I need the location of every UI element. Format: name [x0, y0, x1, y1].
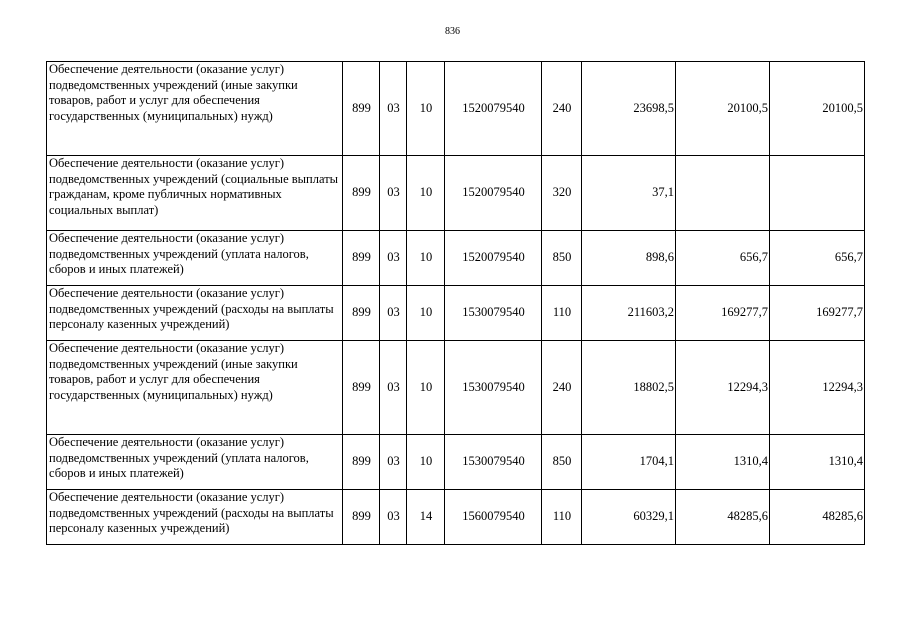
amount-2: 656,7 — [676, 231, 770, 286]
amount-2: 169277,7 — [676, 286, 770, 341]
table-row — [47, 341, 865, 435]
row-description: Обеспечение деятельности (оказание услуг) подведомственных учреждений (расходы на выплаты персоналу казенных учреждений) — [47, 490, 343, 545]
section-code: 03 — [380, 435, 407, 490]
target-article-code: 1530079540 — [445, 341, 542, 435]
expense-type-code: 850 — [542, 435, 582, 490]
amount-2 — [676, 156, 770, 231]
table-row — [47, 231, 865, 286]
amount-1: 211603,2 — [582, 286, 676, 341]
amount-3: 1310,4 — [770, 435, 865, 490]
row-description: Обеспечение деятельности (оказание услуг) подведомственных учреждений (социальные выплаты гражданам, кроме публичных нормативных социальных выплат) — [47, 156, 343, 231]
expense-type-code: 240 — [542, 341, 582, 435]
section-code: 03 — [380, 231, 407, 286]
table-row — [47, 490, 865, 545]
table-row — [47, 286, 865, 341]
grbs-code: 899 — [343, 490, 380, 545]
amount-1: 1704,1 — [582, 435, 676, 490]
subsection-code: 10 — [407, 341, 445, 435]
amount-2: 20100,5 — [676, 62, 770, 156]
row-description: Обеспечение деятельности (оказание услуг) подведомственных учреждений (расходы на выплаты персоналу казенных учреждений) — [47, 286, 343, 341]
target-article-code: 1520079540 — [445, 62, 542, 156]
grbs-code: 899 — [343, 231, 380, 286]
row-description: Обеспечение деятельности (оказание услуг) подведомственных учреждений (уплата налогов, сборов и иных платежей) — [47, 231, 343, 286]
subsection-code: 10 — [407, 286, 445, 341]
amount-3: 169277,7 — [770, 286, 865, 341]
section-code: 03 — [380, 156, 407, 231]
section-code: 03 — [380, 490, 407, 545]
section-code: 03 — [380, 341, 407, 435]
expense-type-code: 240 — [542, 62, 582, 156]
target-article-code: 1520079540 — [445, 156, 542, 231]
expense-type-code: 110 — [542, 286, 582, 341]
grbs-code: 899 — [343, 435, 380, 490]
target-article-code: 1530079540 — [445, 435, 542, 490]
table-row — [47, 62, 865, 156]
amount-3: 12294,3 — [770, 341, 865, 435]
table-row — [47, 156, 865, 231]
amount-2: 12294,3 — [676, 341, 770, 435]
section-code: 03 — [380, 62, 407, 156]
target-article-code: 1560079540 — [445, 490, 542, 545]
row-description: Обеспечение деятельности (оказание услуг) подведомственных учреждений (иные закупки товаров, работ и услуг для обеспечения государственных (муниципальных) нужд) — [47, 341, 343, 435]
budget-table — [46, 61, 865, 545]
amount-1: 60329,1 — [582, 490, 676, 545]
amount-1: 23698,5 — [582, 62, 676, 156]
amount-1: 18802,5 — [582, 341, 676, 435]
table-row — [47, 435, 865, 490]
subsection-code: 14 — [407, 490, 445, 545]
section-code: 03 — [380, 286, 407, 341]
page-number: 836 — [445, 26, 460, 37]
target-article-code: 1530079540 — [445, 286, 542, 341]
target-article-code: 1520079540 — [445, 231, 542, 286]
grbs-code: 899 — [343, 62, 380, 156]
expense-type-code: 110 — [542, 490, 582, 545]
grbs-code: 899 — [343, 156, 380, 231]
row-description: Обеспечение деятельности (оказание услуг) подведомственных учреждений (уплата налогов, сборов и иных платежей) — [47, 435, 343, 490]
subsection-code: 10 — [407, 156, 445, 231]
expense-type-code: 850 — [542, 231, 582, 286]
expense-type-code: 320 — [542, 156, 582, 231]
amount-1: 898,6 — [582, 231, 676, 286]
amount-3: 20100,5 — [770, 62, 865, 156]
amount-3: 656,7 — [770, 231, 865, 286]
amount-3 — [770, 156, 865, 231]
amount-2: 48285,6 — [676, 490, 770, 545]
row-description: Обеспечение деятельности (оказание услуг) подведомственных учреждений (иные закупки товаров, работ и услуг для обеспечения государственных (муниципальных) нужд) — [47, 62, 343, 156]
amount-1: 37,1 — [582, 156, 676, 231]
subsection-code: 10 — [407, 231, 445, 286]
grbs-code: 899 — [343, 286, 380, 341]
subsection-code: 10 — [407, 62, 445, 156]
amount-2: 1310,4 — [676, 435, 770, 490]
amount-3: 48285,6 — [770, 490, 865, 545]
grbs-code: 899 — [343, 341, 380, 435]
subsection-code: 10 — [407, 435, 445, 490]
